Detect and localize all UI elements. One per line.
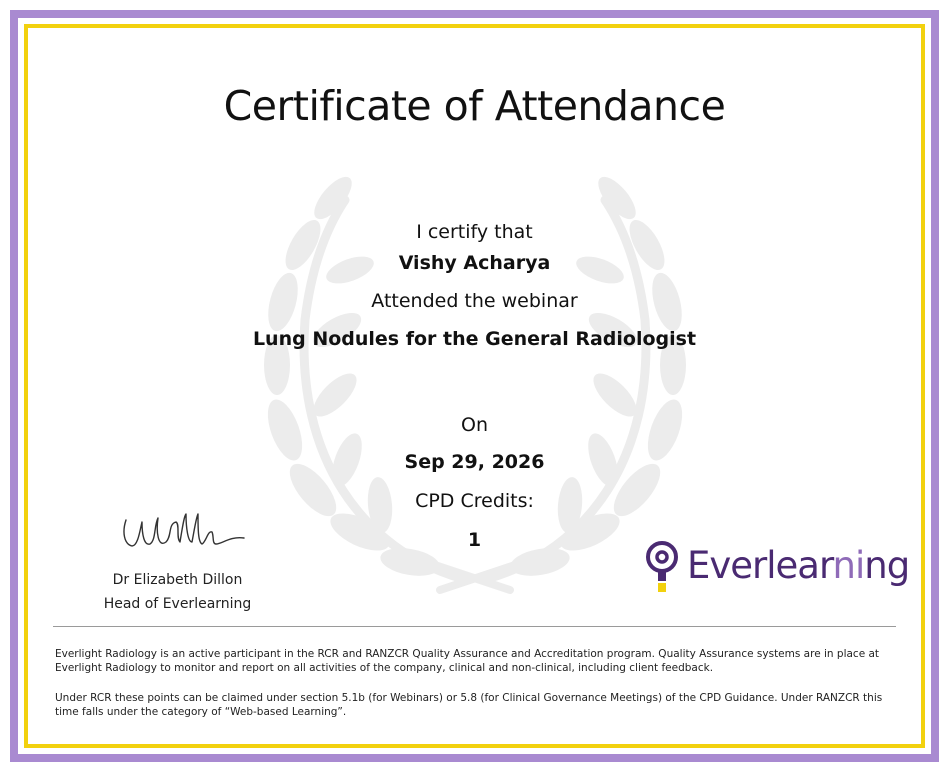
attendee-name: Vishy Acharya [398, 252, 551, 274]
signatory-name: Dr Elizabeth Dillon [112, 572, 243, 588]
cpd-credits-label: CPD Credits: [415, 490, 534, 512]
certify-text: I certify that [416, 221, 533, 243]
everlearning-logo [644, 540, 910, 596]
attended-text: Attended the webinar [371, 290, 578, 312]
footer-cpd-statement: Under RCR these points can be claimed under section 5.1b (for Webinars) or 5.8 (for Clinical Governance Meetings) of the CPD Guidance. Under RANZCR this time falls under the category of “Web-based Learning”. [55, 692, 883, 718]
footer-divider [53, 626, 896, 627]
certificate-title: Certificate of Attendance [223, 82, 726, 130]
webinar-title: Lung Nodules for the General Radiologist [252, 328, 697, 350]
logo-wordmark: Everlearning [687, 544, 910, 587]
attendance-date: Sep 29, 2026 [404, 451, 545, 473]
lightbulb-logo-icon [644, 540, 680, 596]
signature-icon [118, 508, 248, 558]
footer-qa-statement: Everlight Radiology is an active participant in the RCR and RANZCR Quality Assurance and Accreditation program. Quality Assurance systems are in place at Everlight Radiology to monitor and report on all activities of the company, clinical and non-clinical, including client feedback. [55, 648, 880, 674]
signatory-title: Head of Everlearning [103, 596, 252, 612]
on-label: On [461, 414, 488, 436]
cpd-credits-value: 1 [467, 529, 482, 551]
